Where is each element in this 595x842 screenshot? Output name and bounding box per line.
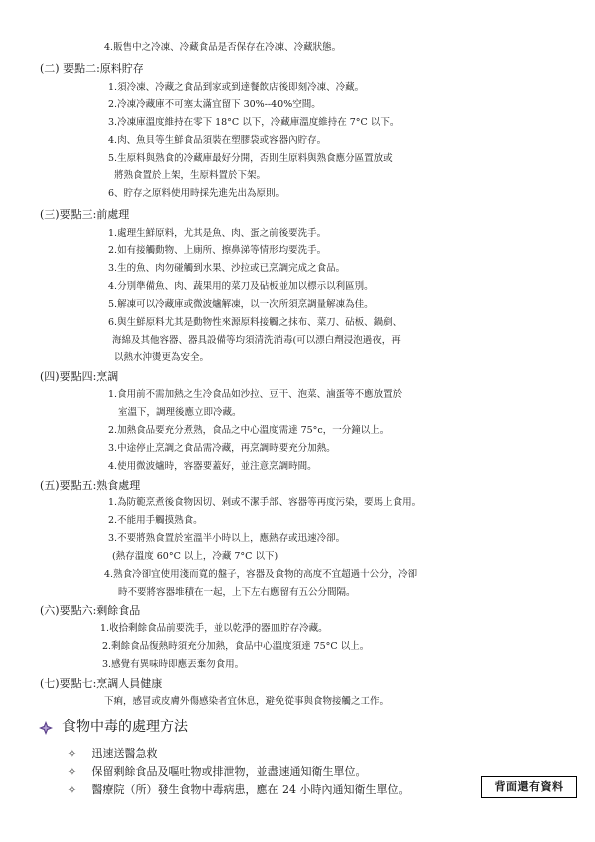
section-heading: (五)要點五:熟食處理 — [40, 479, 141, 492]
section-heading: (四)要點四:烹調 — [40, 370, 119, 383]
bullet-item — [66, 746, 158, 762]
body-line: 3.冷凍庫溫度維持在零下 18°C 以下，冷藏庫溫度維持在 7°C 以下。 — [108, 117, 400, 128]
body-line: 2.冷凍冷藏庫不可塞太滿宜留下 30%--40%空間。 — [108, 99, 321, 110]
body-line: 海綿及其他容器、器具設備等均須清洗消毒(可以漂白劑浸泡過夜，再 — [112, 335, 401, 346]
body-line: 4.熟食冷卻宜使用淺而寬的盤子，容器及食物的高度不宜超過十公分，冷卻 — [104, 569, 418, 580]
body-line: 3.生的魚、肉勿碰觸到水果、沙拉或已烹調完成之食品。 — [108, 263, 346, 274]
body-line: 2.加熱食品要充分煮熟，食品之中心溫度需達 75°c，一分鐘以上。 — [108, 425, 390, 436]
body-line: 2.不能用手觸摸熟食。 — [108, 515, 203, 526]
back-page-note: 背面還有資料 — [481, 776, 577, 798]
body-line: 6.與生鮮原料尤其是動物性來源原料接觸之抹布、菜刀、砧板、鍋剷、 — [108, 317, 403, 328]
diamond-bullet-icon: ✧ — [67, 767, 77, 778]
body-line: 5.生原料與熟食的冷藏庫最好分開，否則生原料與熟食應分區置放或 — [108, 153, 393, 164]
body-line: 4.分別準備魚、肉、蔬果用的菜刀及砧板並加以標示以利區別。 — [108, 281, 374, 292]
body-line: 1.食用前不需加熱之生冷食品如沙拉、豆干、泡菜、滷蛋等不應放置於 — [108, 389, 403, 400]
bullet-item — [66, 782, 410, 798]
diamond-bullet-icon: ✧ — [67, 785, 77, 796]
section-heading: (六)要點六:剩餘食品 — [40, 604, 141, 617]
body-line: 1.為防範烹煮後食物因切、剁或不潔手部、容器等再度污染，要馬上食用。 — [108, 497, 422, 508]
body-line: (熱存溫度 60°C 以上，冷藏 7°C 以下) — [112, 551, 279, 562]
body-line: 以熱水沖燙更為安全。 — [114, 352, 210, 363]
body-line: 2.剩餘食品復熱時須充分加熱，食品中心溫度須達 75°C 以上。 — [102, 641, 370, 652]
body-line: 4.肉、魚貝等生鮮食品須裝在塑膠袋或容器內貯存。 — [108, 135, 327, 146]
section-heading: (七)要點七:烹調人員健康 — [40, 677, 163, 690]
diamond-bullet-icon: ✧ — [67, 749, 77, 760]
body-line: 將熟食置於上架，生原料置於下架。 — [114, 170, 267, 181]
body-line: 5.解凍可以冷藏庫或微波爐解凍，以一次所須烹調量解凍為佳。 — [108, 299, 374, 310]
bullet-text: 醫療院（所）發生食物中毒病患，應在 24 小時內通知衛生單位。 — [91, 783, 410, 796]
body-line: 1.收拾剩餘食品前要洗手，並以乾淨的器皿貯存冷藏。 — [100, 623, 328, 634]
body-line: 室溫下，調理後應立即冷藏。 — [118, 407, 242, 418]
body-line: 2.如有接觸動物、上廁所、擦鼻涕等情形均要洗手。 — [108, 245, 327, 256]
body-line: 4.販售中之冷凍、冷藏食品是否保存在冷凍、冷藏狀態。 — [104, 42, 342, 53]
body-line: 時不要將容器堆積在一起，上下左右應留有五公分間隔。 — [118, 587, 356, 598]
body-line: 3.不要將熟食置於室溫半小時以上，應熱存或迅速冷卻。 — [108, 533, 346, 544]
body-line: 1.處理生鮮原料，尤其是魚、肉、蛋之前後要洗手。 — [108, 228, 327, 239]
body-line: 3.中途停止烹調之食品需冷藏，再烹調時要充分加熱。 — [108, 443, 336, 454]
body-line: 6、貯存之原料使用時採先進先出為原則。 — [108, 188, 286, 199]
section-title: 食物中毒的處理方法 — [62, 719, 188, 735]
section-heading: (三)要點三:前處理 — [40, 208, 130, 221]
body-line: 3.感覺有異味時即應丟棄勿食用。 — [102, 659, 245, 670]
body-line: 4.使用微波爐時，容器要蓋好，並注意烹調時間。 — [108, 461, 317, 472]
body-line: 1.須冷凍、冷藏之食品到家或到達餐飲店後即刻冷凍、冷藏。 — [108, 82, 365, 93]
cross-bullet-icon — [38, 720, 54, 736]
bullet-text: 保留剩餘食品及嘔吐物或排泄物，並盡速通知衛生單位。 — [91, 765, 367, 778]
bullet-item — [66, 764, 367, 780]
body-line: 下痢，感冒或皮膚外傷感染者宜休息，避免從事與食物接觸之工作。 — [104, 696, 390, 707]
bullet-text: 迅速送醫急救 — [91, 747, 158, 760]
section-heading: (二) 要點二:原料貯存 — [40, 62, 144, 75]
